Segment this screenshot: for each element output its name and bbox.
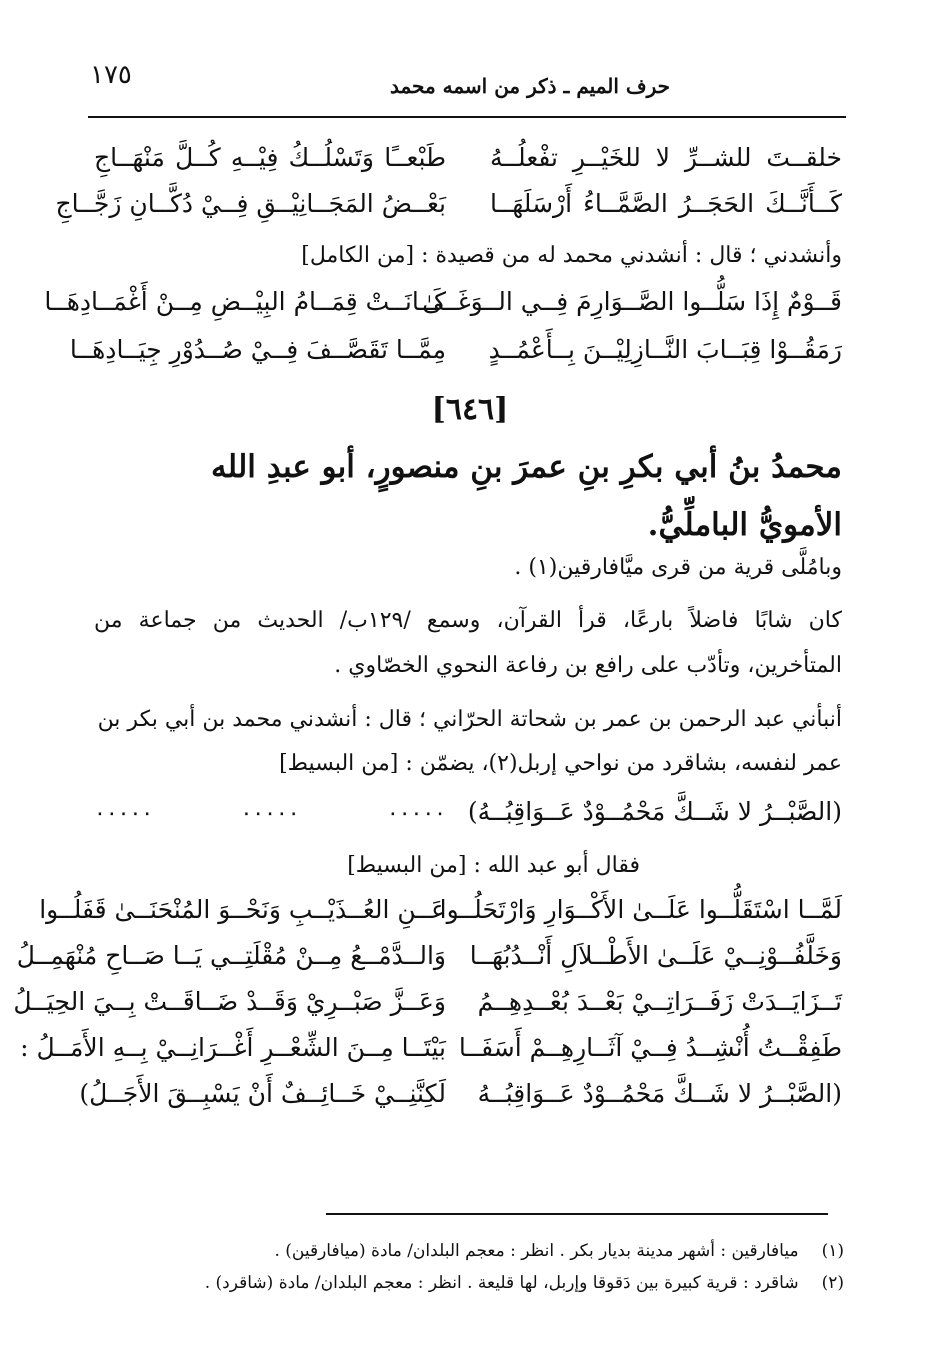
poem3-hemistich-right: لَمَّــا اسْتَقَلُّــوا عَلَــىٰ الأَكْــوَارِ وَارْتَحَلُــوا <box>439 895 842 924</box>
poem2-intro: وأنشدني ؛ قال : أنشدني محمد له من قصيدة : [من الكامل] <box>301 243 842 268</box>
ellipsis: ٠٠٠٠٠ <box>94 801 154 826</box>
paragraph-biography: كان شابًا فاضلاً بارعًا، قرأ القرآن، وسمع /١٢٩ب/ الحديث من جماعة من المتأخرين، وتأدّب على رافع بن رفاعة النحوي الخصّاوي . <box>94 608 842 678</box>
poem1-hemistich-left: بَعْــضُ المَجَــانِيْــقِ فِــيْ دُكَّــانِ زَجَّــاجِ <box>55 189 446 218</box>
paragraph-transmission-line1: أنبأني عبد الرحمن بن عمر بن شحاتة الحرّاني ؛ قال : أنشدني محمد بن أبي بكر بن <box>97 707 842 732</box>
poem2-hemistich-right: رَمَقُــوْا قِبَــابَ النَّــازِلِيْــنَ بِــأَعْمُــدٍ <box>488 335 842 364</box>
footnote-text: ميافارقين : أشهر مدينة بديار بكر . انظر : معجم البلدان/ مادة (ميافارقين) . <box>274 1241 799 1261</box>
ellipsis-row <box>94 794 446 834</box>
entry-title: محمدُ بنُ أبي بكرِ بنِ عمرَ بنِ منصورٍ، أبو عبدِ الله الأمويُّ الباملِّيُّ. <box>210 449 842 543</box>
footnote <box>200 1268 844 1298</box>
ellipsis: ٠٠٠٠٠ <box>386 801 446 826</box>
footnote-number: (١) <box>821 1241 844 1261</box>
poem3-hemistich-left: وَالــدَّمْــعُ مِــنْ مُقْلَتِــي يَــا صَــاحِ مُنْهَمِــلُ <box>16 941 446 970</box>
poem1-hemistich-left: طَبْعــًا وَتَسْلُــكُ فِيْــهِ كُــلَّ مَنْهَــاجِ <box>94 143 446 172</box>
page-number: ١٧٥ <box>90 60 132 90</box>
poem2-hemistich-right: قَــوْمٌ إِذَا سَلُّــوا الصَّــوَارِمَ فِــي الــوَغَــىٰ <box>422 287 842 316</box>
poem3-verse <box>13 980 842 1024</box>
poem3-hemistich-left: عَــنِ العُــذَيْــبِ وَنَحْــوَ المُنْحَنَــىٰ قَفَلُــوا <box>39 895 446 924</box>
poem3-verse <box>39 888 842 932</box>
running-title: حرف الميم ـ ذكر من اسمه محمد <box>389 74 670 98</box>
poem3-hemistich-right: وَخَلَّفُــوْنِــيْ عَلَــىٰ الأَطْــلاَلِ أَنْــدُبُهَــا <box>469 941 842 970</box>
footnote-rule <box>326 1213 828 1215</box>
poem3-intro: فقال أبو عبد الله : [من البسيط] <box>347 853 640 878</box>
poem2-verse <box>44 280 842 324</box>
poem1-hemistich-right: كَــأَنَّــكَ الحَجَــرُ الصَّمَّــاءُ أَرْسَلَهَــا <box>490 189 842 218</box>
entry-number: [٦٤٦] <box>431 392 509 427</box>
poem3-hemistich-left: لَكِنَّنِــيْ خَــائِــفٌ أَنْ يَسْبِــقَ الأَجَــلُ) <box>79 1079 446 1108</box>
footnote-text: شاقرد : قرية كبيرة بين دَقوقا وإربل، لها قليعة . انظر : معجم البلدان/ مادة (شاقرد) . <box>204 1273 799 1293</box>
header-rule <box>88 116 846 118</box>
poem3-hemistich-right: طَفِقْــتُ أُنْشِــدُ فِــيْ آثَــارِهِــمْ أَسَفَــا <box>458 1033 842 1062</box>
poem3-hemistich-left: بَيْتَــا مِــنَ الشِّعْــرِ أَغْــرَانِــيْ بِــهِ الأَمَــلُ : <box>20 1033 446 1062</box>
quoted-hemistich: (الصَّبْــرُ لا شَــكَّ مَحْمُــوْدٌ عَــوَاقِبُــهُ) <box>467 797 842 826</box>
ellipsis: ٠٠٠٠٠ <box>240 801 300 826</box>
poem3-verse <box>16 934 842 978</box>
poem3-verse <box>20 1026 842 1070</box>
poem2-verse <box>69 328 842 372</box>
poem3-hemistich-right: تَــزَايَــدَتْ زَفَــرَاتِــيْ بَعْــدَ بُعْــدِهِــمُ <box>477 987 842 1016</box>
paragraph-location: وبامُلَّى قرية من قرى ميَّافارقين(١) . <box>514 555 842 580</box>
footnote <box>200 1236 844 1266</box>
poem1-hemistich-right: خلقــتَ للشــرِّ لا للخَيْــرِ تفْعلُــهُ <box>490 143 842 172</box>
poem2-hemistich-left: كَــانَــتْ قِمَــامُ البِيْــضِ مِــنْ أَغْمَــادِهَــا <box>44 287 446 316</box>
poem3-hemistich-left: وَعَــزَّ صَبْــرِيْ وَقَــدْ ضَــاقَــتْ بِــيَ الحِيَــلُ <box>13 987 446 1016</box>
poem3-hemistich-right: (الصَّبْــرُ لا شَــكَّ مَحْمُــوْدٌ عَــوَاقِبُــهُ <box>477 1079 842 1108</box>
poem1-verse <box>94 136 842 180</box>
poem1-verse <box>55 182 842 226</box>
paragraph-transmission-line2: عمر لنفسه، بشاقرد من نواحي إربل(٢)، يضمّن : [من البسيط] <box>279 751 842 776</box>
poem3-verse <box>79 1072 842 1116</box>
poem2-hemistich-left: مِمَّــا تَقَصَّــفَ فِــيْ صُــدُوْرِ جِيَــادِهَــا <box>69 335 446 364</box>
footnote-number: (٢) <box>821 1273 844 1293</box>
